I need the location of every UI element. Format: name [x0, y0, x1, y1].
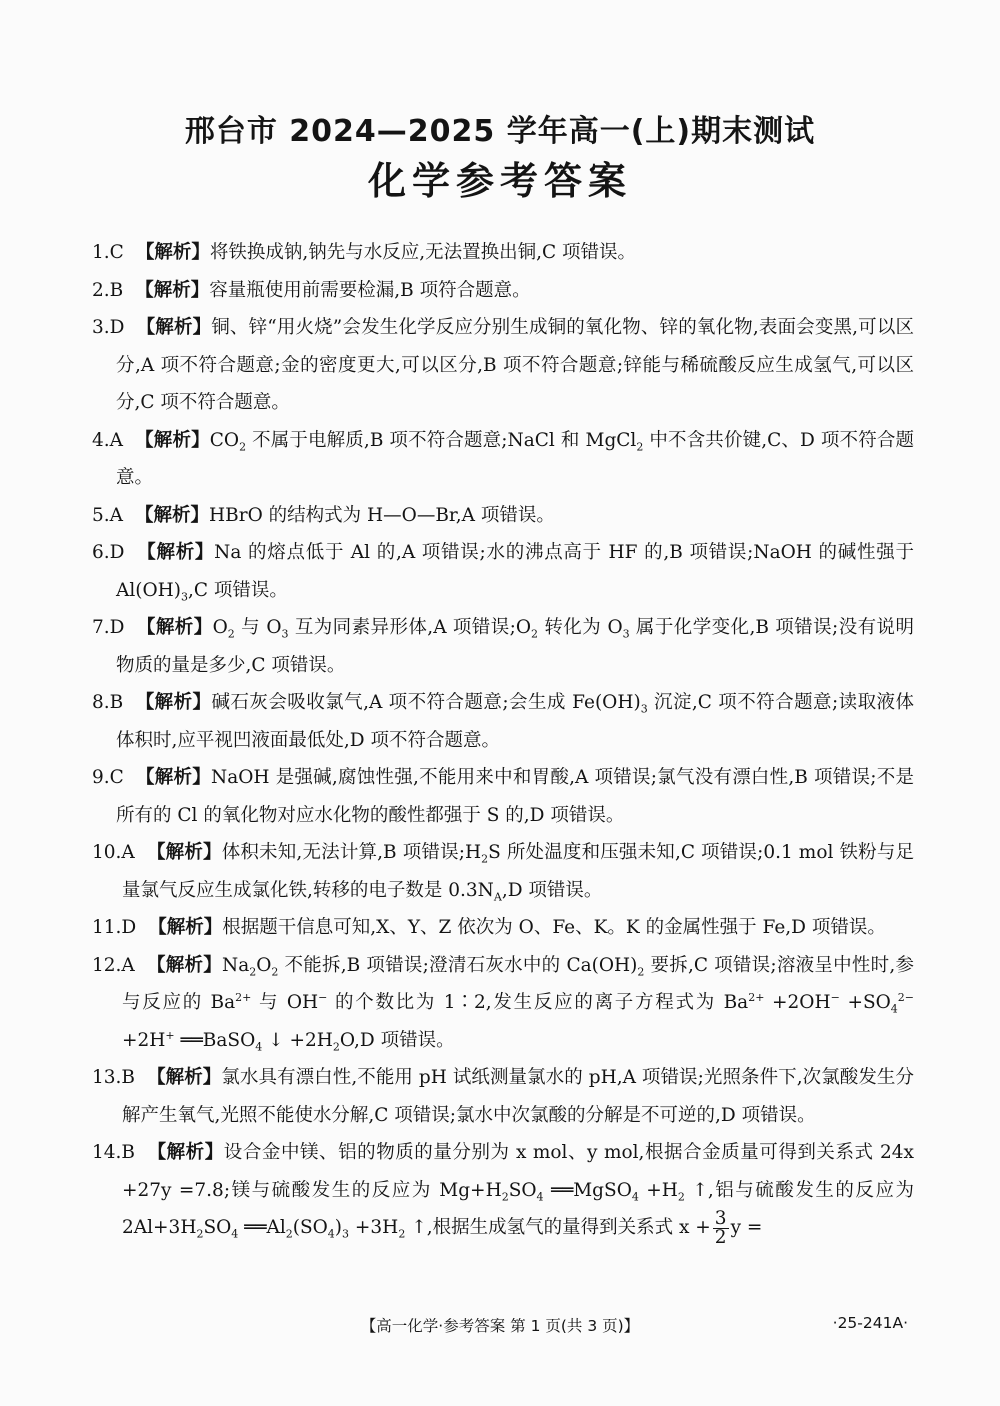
answer-13: 13.B 【解析】氯水具有漂白性,不能用 pH 试纸测量氯水的 pH,A 项错误;光照条件下,次氯酸发生分解产生氧气,光照不能使水分解,C 项错误;氯水中次氯酸的分解是不可逆的,D 项错误。 — [92, 1067, 914, 1126]
answer-1: 1.C 【解析】将铁换成钠,钠先与水反应,无法置换出铜,C 项错误。 — [92, 242, 637, 263]
answer-list — [92, 234, 914, 1247]
answer-4: 4.A 【解析】$CO_2$ 不属于电解质,B 项不符合题意;NaCl 和 MgCl$_2$ 中不含共价键,C、D 项不符合题意。 — [92, 429, 914, 488]
page-title: 邢台市 2024—2025 学年高一(上)期末测试 — [184, 114, 816, 149]
page-subtitle: 化学参考答案 — [367, 159, 632, 203]
footer-doc-code: ·25-241A· — [832, 1314, 908, 1332]
answer-10: 10.A 【解析】体积未知,无法计算,B 项错误$;H_2S$ 所处温度和压强未知,C 项错误;0.1 mol 铁粉与足量氯气反应生成氯化铁,转移的电子数是 $0.3N_A,D$ 项错误。 — [92, 842, 915, 904]
answer-14: 14.B 【解析】设合金中镁、铝的物质的量分别为 x mol、y mol,根据合金质量可得到关系式 24x +27y =7.8;镁与硫酸发生的反应为 $Mg+H_2SO_4$ ══MgSO$_4$ $+H_2$ ↑,铝与硫酸发生的反应为 $2Al+3H_2SO_4$ $══Al_2(SO_4)_3 +3H_2$ ↑,根据生成氢气的量得到关系式 x + $\frac{3}{2}$ y = — [92, 1142, 914, 1248]
answer-5: 5.A 【解析】HBrO 的结构式为 H—O—Br,A 项错误。 — [92, 504, 555, 526]
answer-6: 6.D 【解析】Na 的熔点低于 Al 的,A 项错误;水的沸点高于 HF 的,B 项错误;NaOH 的碱性强于 $Al(OH)_3,C$ 项错误。 — [92, 542, 914, 604]
answer-9: 9.C 【解析】NaOH 是强碱,腐蚀性强,不能用来中和胃酸,A 项错误;氯气没有漂白性,B 项错误;不是所有的 Cl 的氧化物对应水化物的酸性都强于 S 的,D 项错误。 — [92, 767, 914, 826]
fraction: $\frac{3}{2}$ — [714, 1207, 727, 1248]
answer-3: 3.D 【解析】铜、锌“用火烧”会发生化学反应分别生成铜的氧化物、锌的氧化物,表面会变黑,可以区分,A 项不符合题意;金的密度更大,可以区分,B 项不符合题意;锌能与稀硫酸反应生成氢气,可以区分,C 项不符合题意。 — [92, 317, 914, 413]
footer-page-info: 【高一化学·参考答案 第 1 页(共 3 页)】 — [360, 1317, 640, 1335]
answer-12: 12.A 【解析】$Na_2O_2$ 不能拆,B 项错误;澄清石灰水中的 $Ca(OH)_2$ 要拆,C 项错误;溶液呈中性时,参与反应的 $Ba^{2+}$ 与 OH− 的个数比为 1∶2,发生反应的离子方程式为 $Ba^{2+} +2OH^- +SO_4^{2-} +2H^+$ ══BaSO$_4$ ↓ $+2H_2O,D$ 项错误。 — [92, 954, 915, 1054]
answer-8: 8.B 【解析】碱石灰会吸收氯气,A 项不符合题意;会生成 $Fe(OH)_3$ 沉淀,C 项不符合题意;读取液体体积时,应平视凹液面最低处,D 项不符合题意。 — [92, 692, 914, 751]
answer-7: 7.D 【解析】$O_2$ 与 $O_3$ 互为同素异形体,A 项错误$;O_2$ 转化为 $O_3$ 属于化学变化,B 项错误;没有说明物质的量是多少,C 项错误。 — [92, 617, 914, 676]
answer-2: 2.B 【解析】容量瓶使用前需要检漏,B 项符合题意。 — [92, 279, 531, 301]
answer-11: 11.D 【解析】根据题干信息可知,X、Y、Z 依次为 O、Fe、K。K 的金属性强于 Fe,D 项错误。 — [92, 917, 886, 938]
